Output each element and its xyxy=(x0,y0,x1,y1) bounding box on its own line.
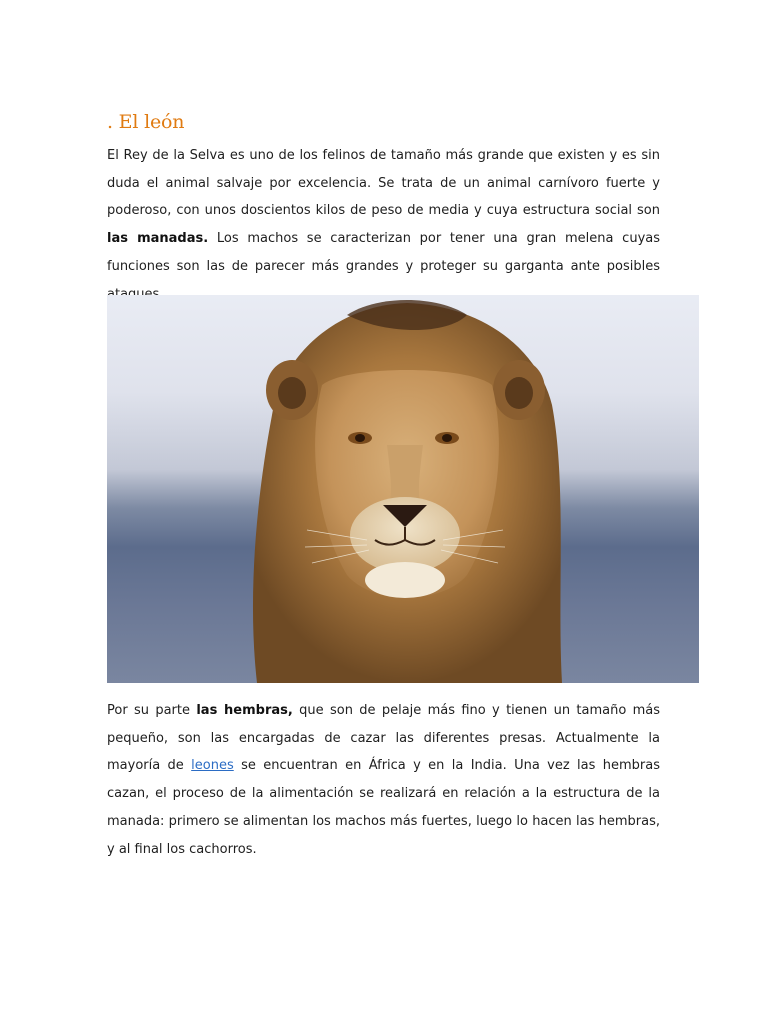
paragraph-females-text-c: se encuentran en África y en la India. Una vez las hembras cazan, el proceso de la alimentación se realizará en relación a la estructura de la manada: primero se alimentan los machos más fuertes, luego lo hacen las hembras, y al final los cachorros. xyxy=(107,758,660,857)
paragraph-intro xyxy=(107,142,660,308)
paragraph-intro-bold: las manadas. xyxy=(107,231,209,247)
paragraph-females-bold: las hembras, xyxy=(196,703,293,718)
article-title: . El león xyxy=(107,111,185,133)
paragraph-intro-text-b: Los machos se caracterizan por tener una gran melena cuyas funciones son las de parecer más grandes y proteger su garganta ante posibles xyxy=(107,231,660,274)
lion-photo xyxy=(107,295,699,683)
paragraph-intro-text-a: El Rey de la Selva es uno de los felinos de tamaño más grande que existen y es sin duda el animal salvaje por excelencia. Se trata de un animal carnívoro fuerte y poderoso, con unos doscientos kilos de peso de media y cuya estructura social son xyxy=(107,148,660,219)
paragraph-females xyxy=(107,697,660,863)
leones-link[interactable]: leones xyxy=(191,758,234,774)
paragraph-females-text-b: que son de pelaje más fino y tienen un tamaño más pequeño, son las encargadas de cazar las diferentes presas. Actualmente la mayoría de xyxy=(107,703,661,774)
paragraph-females-text-a: Por su parte xyxy=(107,703,197,718)
